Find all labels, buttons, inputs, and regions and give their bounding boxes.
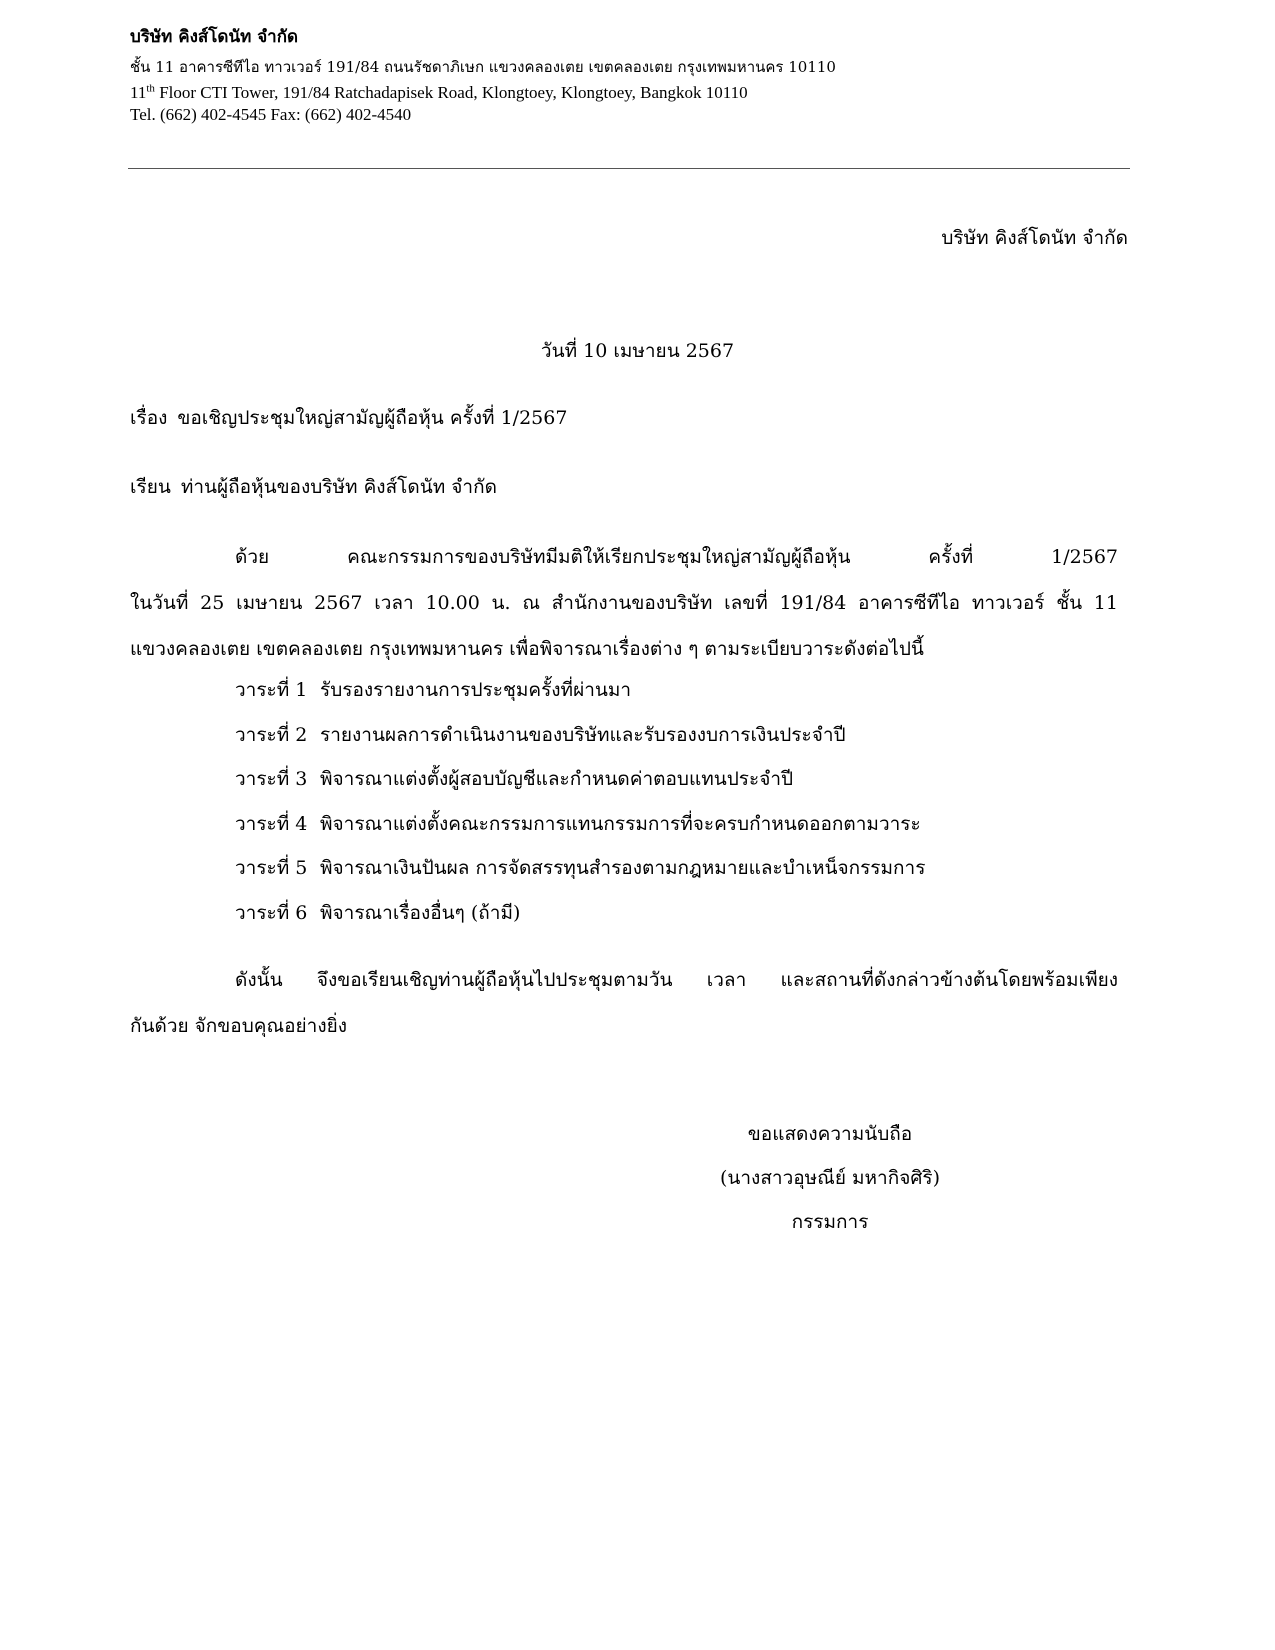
agenda-number: วาระที่ 3: [235, 768, 308, 790]
letterhead-address-english: [130, 82, 1130, 104]
signature-block: [660, 1112, 1000, 1244]
agenda-text: พิจารณาเรื่องอื่นๆ (ถ้ามี): [320, 901, 521, 924]
subject-text: ขอเชิญประชุมใหญ่สามัญผู้ถือหุ้น ครั้งที่ 1/2567: [177, 407, 568, 429]
agenda-item: [235, 757, 1115, 802]
agenda-text: พิจารณาเงินปันผล การจัดสรรทุนสำรองตามกฎหมายและบำเหน็จกรรมการ: [320, 857, 926, 879]
letterhead: [130, 22, 1130, 126]
agenda-text: รายงานผลการดำเนินงานของบริษัทและรับรองงบการเงินประจำปี: [320, 723, 846, 746]
recipient-label: เรียน: [130, 476, 171, 498]
agenda-item: [235, 846, 1115, 891]
closing-line: ดังนั้น จึงขอเรียนเชิญท่านผู้ถือหุ้นไปประชุมตามวัน เวลา และสถานที่ดังกล่าวข้างต้นโดยพร้อมเพียง: [235, 969, 1118, 991]
letterhead-floor-number: 11: [130, 83, 147, 102]
agenda-number: วาระที่ 6: [235, 901, 308, 924]
letter-subject: [130, 402, 567, 434]
agenda-item: [235, 802, 1115, 847]
agenda-number: วาระที่ 2: [235, 723, 308, 746]
closing-line: กันด้วย จักขอบคุณอย่างยิ่ง: [130, 1015, 348, 1037]
agenda-number: วาระที่ 1: [235, 679, 308, 701]
signatory-title: กรรมการ: [791, 1211, 869, 1233]
signatory-name: (นางสาวอุษณีย์ มหากิจศิริ): [719, 1167, 941, 1189]
recipient-text: ท่านผู้ถือหุ้นของบริษัท คิงส์โดนัท จำกัด: [180, 476, 497, 498]
agenda-item: [235, 891, 1115, 936]
letterhead-company-name: บริษัท คิงส์โดนัท จำกัด: [130, 27, 299, 47]
agenda-text: พิจารณาแต่งตั้งผู้สอบบัญชีและกำหนดค่าตอบแทนประจำปี: [320, 768, 794, 790]
agenda-number: วาระที่ 4: [235, 812, 308, 835]
agenda-item: [235, 713, 1115, 758]
header-divider: [128, 168, 1130, 169]
sender-company-name: บริษัท คิงส์โดนัท จำกัด: [941, 227, 1128, 249]
letterhead-address-thai: ชั้น 11 อาคารซีทีไอ ทาวเวอร์ 191/84 ถนนรัชดาภิเษก แขวงคลองเตย เขตคลองเตย กรุงเทพมหานคร 10110: [130, 58, 836, 76]
letter-date: วันที่ 10 เมษายน 2567: [540, 340, 735, 362]
letter-recipient: [130, 471, 497, 503]
body-line: ในวันที่ 25 เมษายน 2567 เวลา 10.00 น. ณ สำนักงานของบริษัท เลขที่ 191/84 อาคารซีทีไอ ทาวเวอร์ ชั้น 11: [130, 592, 1118, 614]
letterhead-contact: Tel. (662) 402-4545 Fax: (662) 402-4540: [130, 105, 412, 124]
body-line: ด้วย คณะกรรมการของบริษัทมีมติให้เรียกประชุมใหญ่สามัญผู้ถือหุ้น ครั้งที่ 1/2567: [235, 546, 1118, 568]
letterhead-address-rest: Floor CTI Tower, 191/84 Ratchadapisek Road, Klongtoey, Klongtoey, Bangkok 10110: [154, 83, 748, 102]
body-paragraph: [130, 534, 1118, 672]
signature-regards: ขอแสดงความนับถือ: [747, 1123, 913, 1145]
agenda-text: พิจารณาแต่งตั้งคณะกรรมการแทนกรรมการที่จะครบกำหนดออกตามวาระ: [320, 812, 921, 835]
agenda-item: [235, 668, 1115, 713]
agenda-text: รับรองรายงานการประชุมครั้งที่ผ่านมา: [320, 679, 632, 701]
agenda-list: [235, 668, 1115, 935]
closing-paragraph: [130, 956, 1118, 1048]
subject-label: เรื่อง: [130, 407, 168, 429]
body-line: แขวงคลองเตย เขตคลองเตย กรุงเทพมหานคร เพื่อพิจารณาเรื่องต่าง ๆ ตามระเบียบวาระดังต่อไปนี้: [130, 638, 924, 660]
agenda-number: วาระที่ 5: [235, 857, 308, 879]
letterhead-floor-suffix: th: [146, 82, 155, 95]
